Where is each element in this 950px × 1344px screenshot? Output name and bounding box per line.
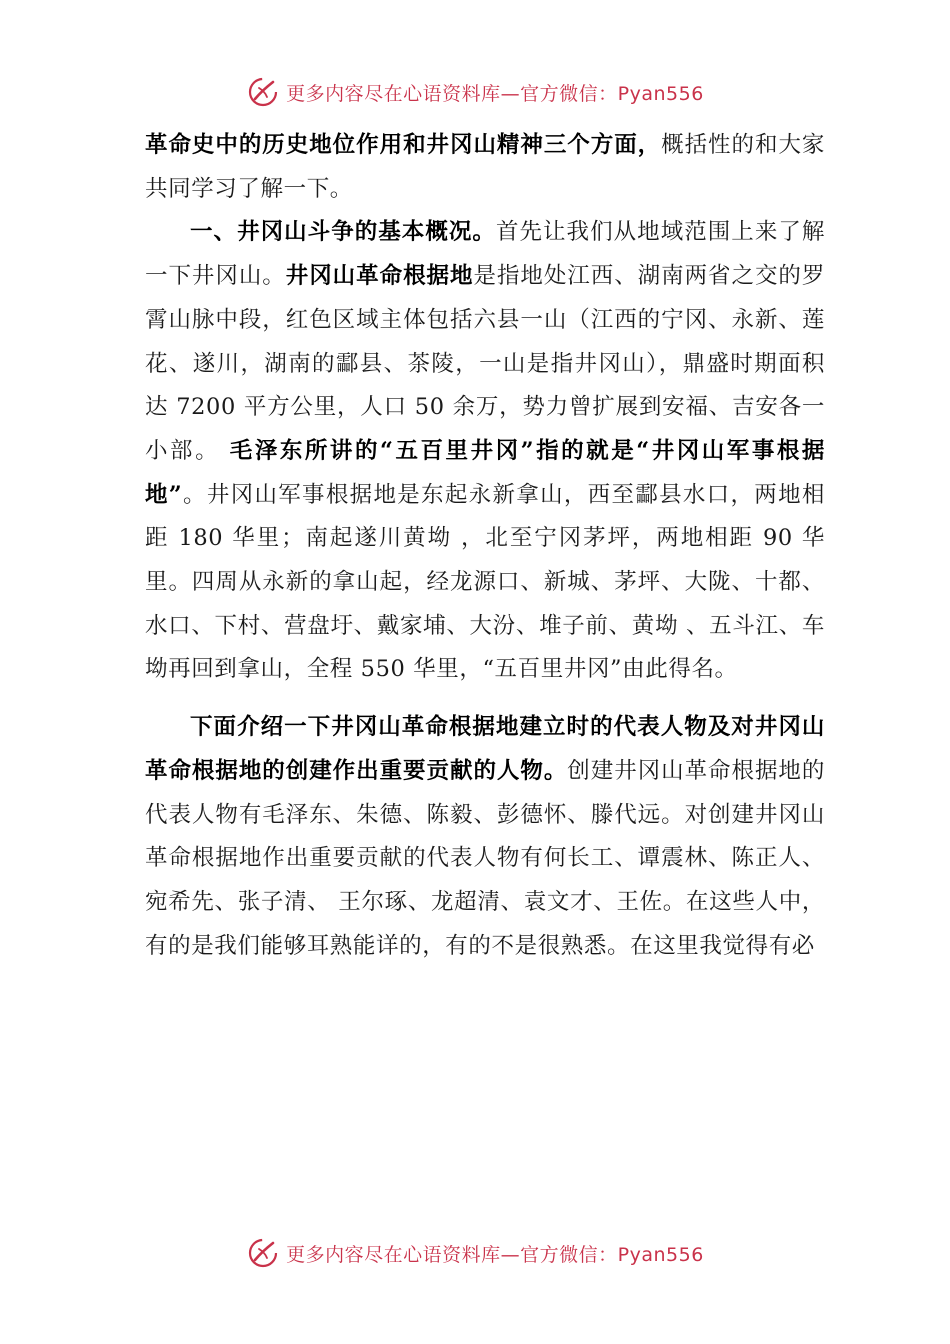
footer-banner-text: 更多内容尽在心语资料库—官方微信：Pyan556 — [286, 1243, 704, 1266]
footer-banner — [0, 1233, 950, 1273]
paragraph — [145, 706, 825, 968]
brush-logo-icon — [246, 1236, 280, 1270]
header-banner — [0, 72, 950, 112]
text-run: 。井冈山军事根据地是东起永新拿山，西至酃县水口，两地相距 180 华里；南起遂川黄坳 ，北至宁冈茅坪，两地相距 90 华里。四周从永新的拿山起，经龙源口、新城、茅坪、大陇、十都、水口、下村、营盘圩、戴家埔、大汾、堆子前、黄坳 、五斗江、车坳再回到拿山，全程 550 华里，“五百里井冈”由此得名。 — [145, 481, 825, 683]
text-run: 毛泽东所讲的“五百里井冈”指的就是“井冈山军事根据地” — [145, 437, 826, 508]
paragraph — [145, 124, 825, 211]
document-body — [145, 124, 825, 968]
text-run: 井冈山革命根据地 — [285, 263, 474, 290]
text-run: 下面介绍一下井冈山革命根据地建立时的代表人物及对井冈山革命根据地的创建作出重要贡献的人物。 — [145, 714, 825, 784]
text-run: 是指地处江西、湖南两省之交的罗霄山脉中段，红色区域主体包括六县一山（江西的宁冈、永新、莲花、遂川，湖南的酃县、茶陵，一山是指井冈山），鼎盛时期面积达 7200 平方公里，人口 50 余万，势力曾扩展到安福、吉安各一小部。 — [145, 263, 825, 464]
text-run: 概括性的和大家共同学习了解一下。 — [145, 132, 826, 202]
text-run: 一、井冈山斗争的基本概况。 — [190, 219, 496, 246]
text-run: 首先让我们从地域范围上来了解一下井冈山。 — [145, 219, 825, 290]
text-run: 创建井冈山革命根据地的代表人物有毛泽东、朱德、陈毅、彭德怀、滕代远。对创建井冈山革命根据地作出重要贡献的代表人物有何长工、谭震林、陈正人、宛希先、张子清、 王尔琢、龙超清、袁文才、王佐。在这些人中，有的是我们能够耳熟能详的，有的不是很熟悉。在这里我觉得有必 — [145, 757, 825, 959]
paragraph — [145, 211, 825, 692]
text-run: 革命史中的历史地位作用和井冈山精神三个方面， — [145, 132, 662, 158]
header-banner-text: 更多内容尽在心语资料库—官方微信：Pyan556 — [286, 82, 704, 105]
brush-logo-icon — [246, 75, 280, 109]
